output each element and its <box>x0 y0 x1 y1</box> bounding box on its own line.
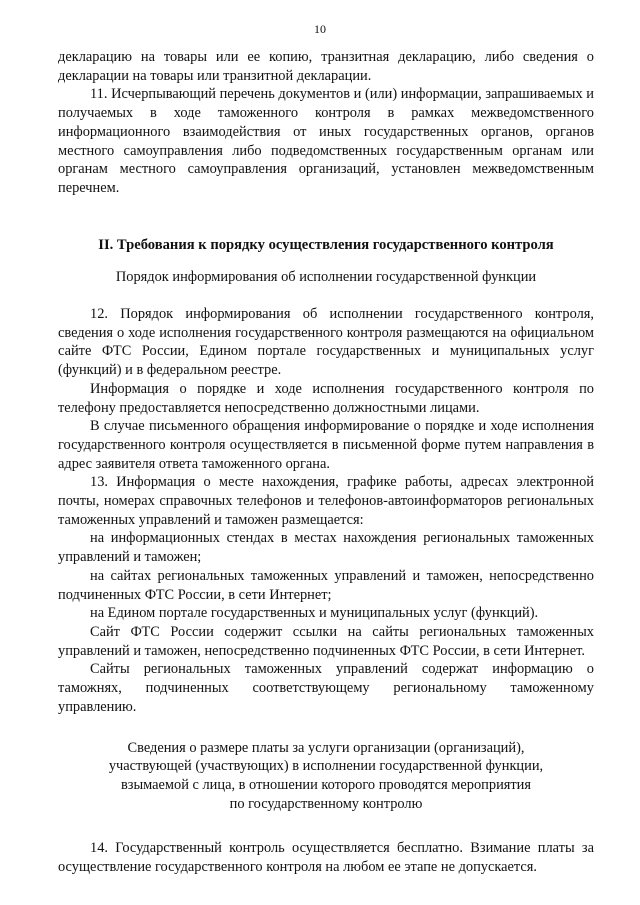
list-item-info-stands: на информационных стендах в местах нахождения региональных таможенных управлений и таможен; <box>58 530 594 566</box>
page-number: 10 <box>314 22 326 36</box>
paragraph-12: 12. Порядок информирования об исполнении государственного контроля, сведения о ходе исполнения государственного контроля размещаются на официальном сайте ФТС России, Едином портале государственных и муниципальных услуг (функций) и в федеральном реестре. <box>58 306 594 379</box>
paragraph-regional-sites: Сайты региональных таможенных управлений содержат информацию о таможнях, подчиненных соответствующему региональному таможенному управлению. <box>58 661 594 715</box>
section-title: II. Требования к порядку осуществления государственного контроля <box>98 236 554 253</box>
subsection-title-fees-line: взымаемой с лица, в отношении которого проводятся мероприятия <box>120 776 531 793</box>
subsection-title-fees-line: участвующей (участвующих) в исполнении государственной функции, <box>108 758 544 775</box>
paragraph-11: 11. Исчерпывающий перечень документов и (или) информации, запрашиваемых и получаемых в ходе таможенного контроля в рамках межведомственного информационного взаимодействия от иных государственных органов, органов местного самоуправления либо подведомственных государственным органам или органам местного самоуправления организаций, установлен межведомственным перечнем. <box>58 86 594 196</box>
subsection-title-fees-line: Сведения о размере платы за услуги организации (организаций), <box>127 739 525 756</box>
paragraph-fts-site-links: Сайт ФТС России содержит ссылки на сайты региональных таможенных управлений и таможен, непосредственно подчиненных ФТС России, в сети Интернет. <box>58 623 594 659</box>
list-item-websites: на сайтах региональных таможенных управлений и таможен, непосредственно подчиненных ФТС России, в сети Интернет; <box>58 567 594 603</box>
paragraph-14: 14. Государственный контроль осуществляется бесплатно. Взимание платы за осуществление государственного контроля на любом ее этапе не допускается. <box>58 840 594 876</box>
subsection-title-fees-line: по государственному контролю <box>229 795 423 812</box>
subsection-title-informing: Порядок информирования об исполнении государственной функции <box>115 269 537 286</box>
document-body <box>58 48 594 877</box>
paragraph-written-request: В случае письменного обращения информирование о порядке и ходе исполнения государственного контроля осуществляется в письменной форме путем направления в адрес заявителя ответа таможенного органа. <box>58 418 594 472</box>
paragraph-phone-info: Информация о порядке и ходе исполнения государственного контроля по телефону предоставляется непосредственно должностными лицами. <box>58 380 594 416</box>
paragraph-13: 13. Информация о месте нахождения, графике работы, адресах электронной почты, номерах справочных телефонов и телефонов-автоинформаторов региональных таможенных управлений и таможен размещается: <box>58 474 594 528</box>
paragraph-continuation: декларацию на товары или ее копию, транзитная декларацию, либо сведения о декларации на товары или транзитной декларации. <box>58 49 594 84</box>
subsection-title-fees <box>58 739 594 814</box>
list-item-unified-portal: на Едином портале государственных и муниципальных услуг (функций). <box>90 605 539 622</box>
